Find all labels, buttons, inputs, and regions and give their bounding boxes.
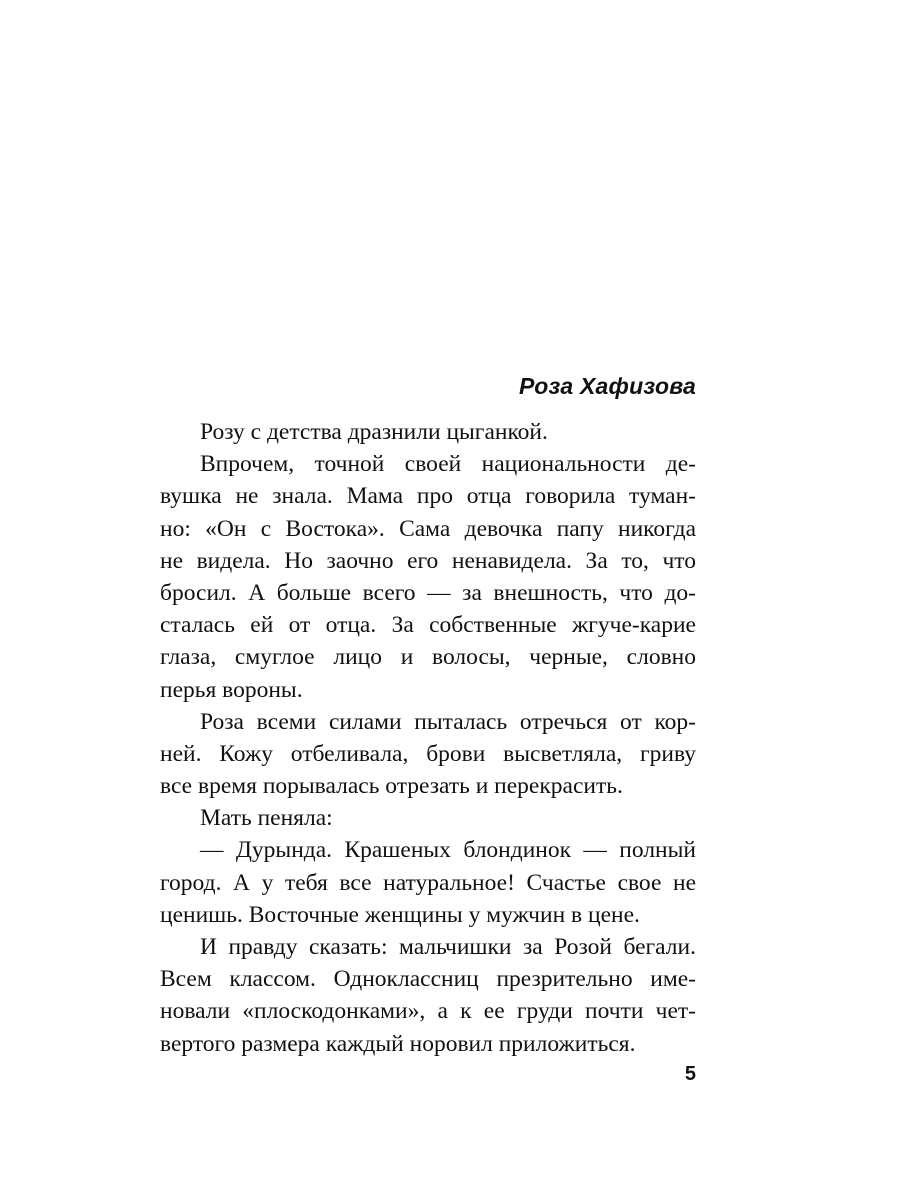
text-line: сталась ей от отца. За собственные жгуче-карие [160, 612, 696, 639]
text-line: ценишь. Восточные женщины у мужчин в цене. [160, 901, 640, 928]
text-line: не видела. Но заочно его ненавидела. За то, что [160, 547, 696, 574]
page-number: 5 [684, 1063, 696, 1085]
text-block [160, 370, 696, 1060]
text-line: вертого размера каждый норовил приложиться. [160, 1030, 636, 1057]
text-line: — Дурында. Крашеных блондинок — полный [200, 837, 696, 864]
text-line: ней. Кожу отбеливала, брови высветляла, гриву [160, 740, 696, 767]
text-line: Мать пеняла: [200, 805, 333, 832]
text-line: Розу с детства дразнили цыганкой. [200, 419, 548, 445]
text-line: Роза всеми силами пыталась отречься от кор- [200, 708, 696, 735]
text-line: бросил. А больше всего — за внешность, что до- [160, 579, 696, 606]
text-line: город. А у тебя все натуральное! Счастье свое не [160, 869, 696, 896]
text-line: но: «Он с Востока». Сама девочка папу никогда [160, 515, 696, 542]
text-line: вушка не знала. Мама про отца говорила туман- [160, 483, 696, 510]
text-line: И правду сказать: мальчишки за Розой бегали. [200, 934, 696, 960]
text-line: глаза, смуглое лицо и волосы, черные, словно [160, 644, 696, 671]
chapter-title: Роза Хафизова [519, 373, 696, 399]
text-line: все время порывалась отрезать и перекрасить. [160, 773, 623, 800]
text-line: новали «плоскодонками», а к ее груди почти чет- [160, 998, 696, 1025]
text-line: перья вороны. [160, 676, 303, 703]
text-line: Впрочем, точной своей национальности де- [200, 451, 696, 478]
text-line: Всем классом. Одноклассниц презрительно име- [160, 966, 696, 993]
